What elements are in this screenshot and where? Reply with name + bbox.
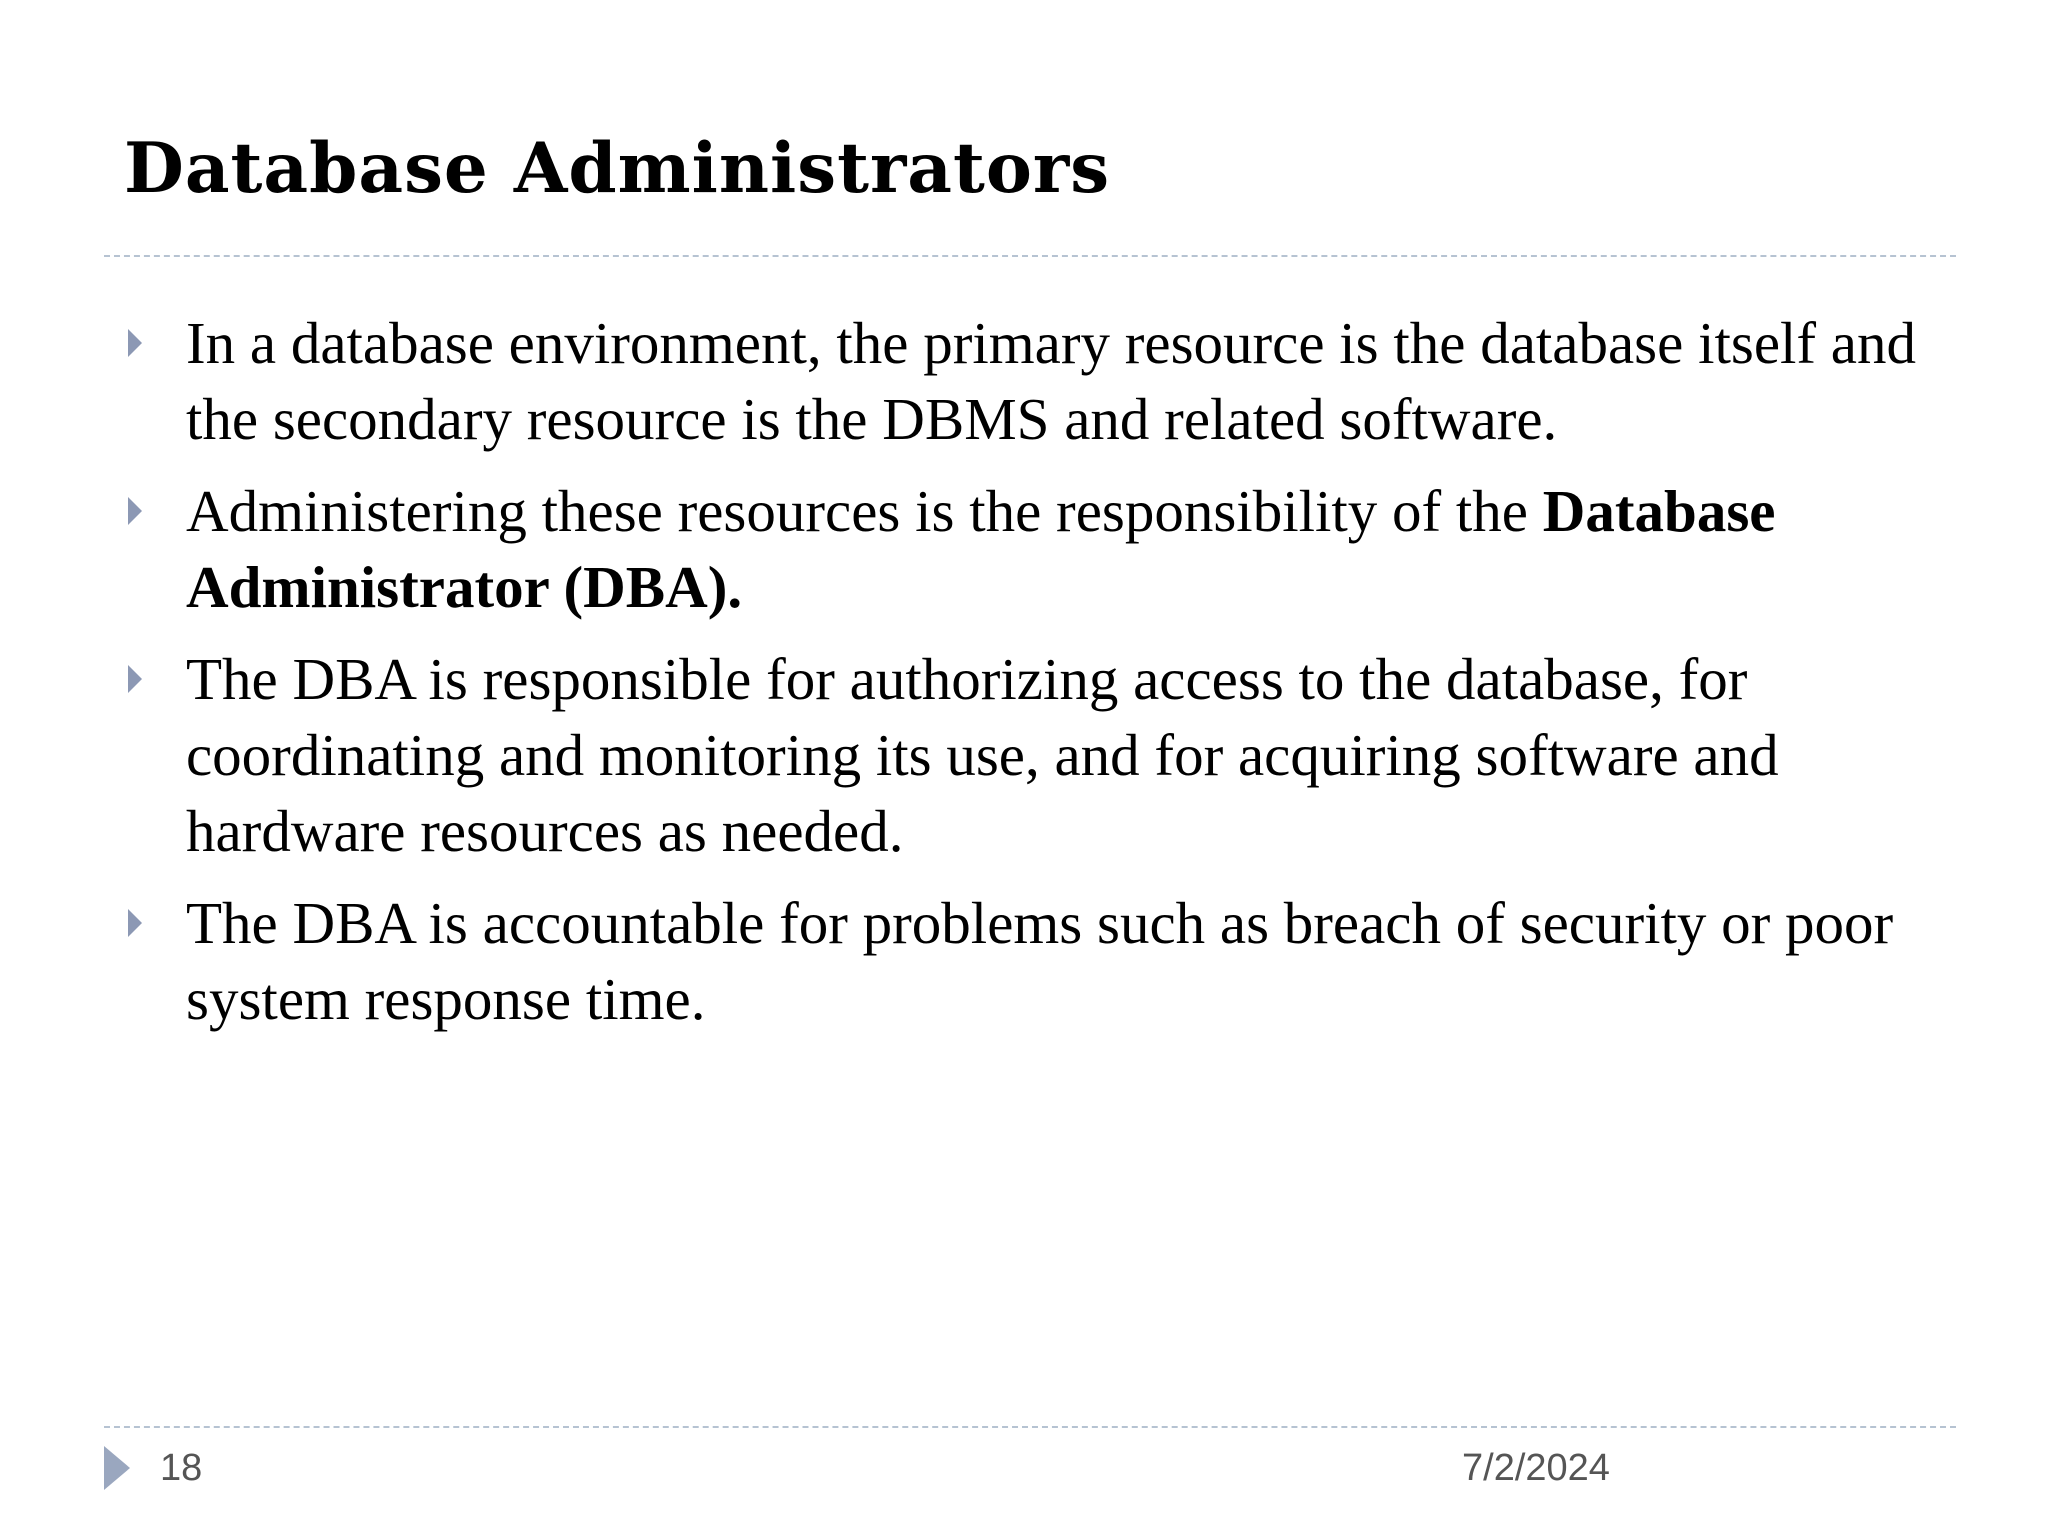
footer-divider xyxy=(104,1426,1956,1428)
slide-title: Database Administrators xyxy=(124,128,1111,209)
title-divider xyxy=(104,255,1956,257)
bullet-item xyxy=(124,473,1954,625)
footer-arrow-icon xyxy=(104,1446,130,1490)
bullet-text: The DBA is responsible for authorizing access to the database, for coordinating and monitoring its use, and for acquiring software and hardware resources as needed. xyxy=(186,646,1779,864)
bullet-item xyxy=(124,305,1954,457)
triangle-bullet-icon xyxy=(128,329,142,357)
triangle-bullet-icon xyxy=(128,497,142,525)
bullet-text: The DBA is accountable for problems such as breach of security or poor system response time. xyxy=(186,890,1894,1032)
bullet-item xyxy=(124,885,1954,1037)
triangle-bullet-icon xyxy=(128,909,142,937)
bullet-bold-text: Database Administrator (DBA). xyxy=(186,478,1776,620)
bullet-text: In a database environment, the primary resource is the database itself and the secondary resource is the DBMS and related software. xyxy=(186,310,1916,452)
bullet-item xyxy=(124,641,1954,869)
bullet-text: Administering these resources is the responsibility of the xyxy=(186,478,1543,544)
slide-date: 7/2/2024 xyxy=(1462,1447,1610,1489)
page-number: 18 xyxy=(160,1447,203,1489)
bullet-list xyxy=(124,305,1954,1053)
triangle-bullet-icon xyxy=(128,665,142,693)
